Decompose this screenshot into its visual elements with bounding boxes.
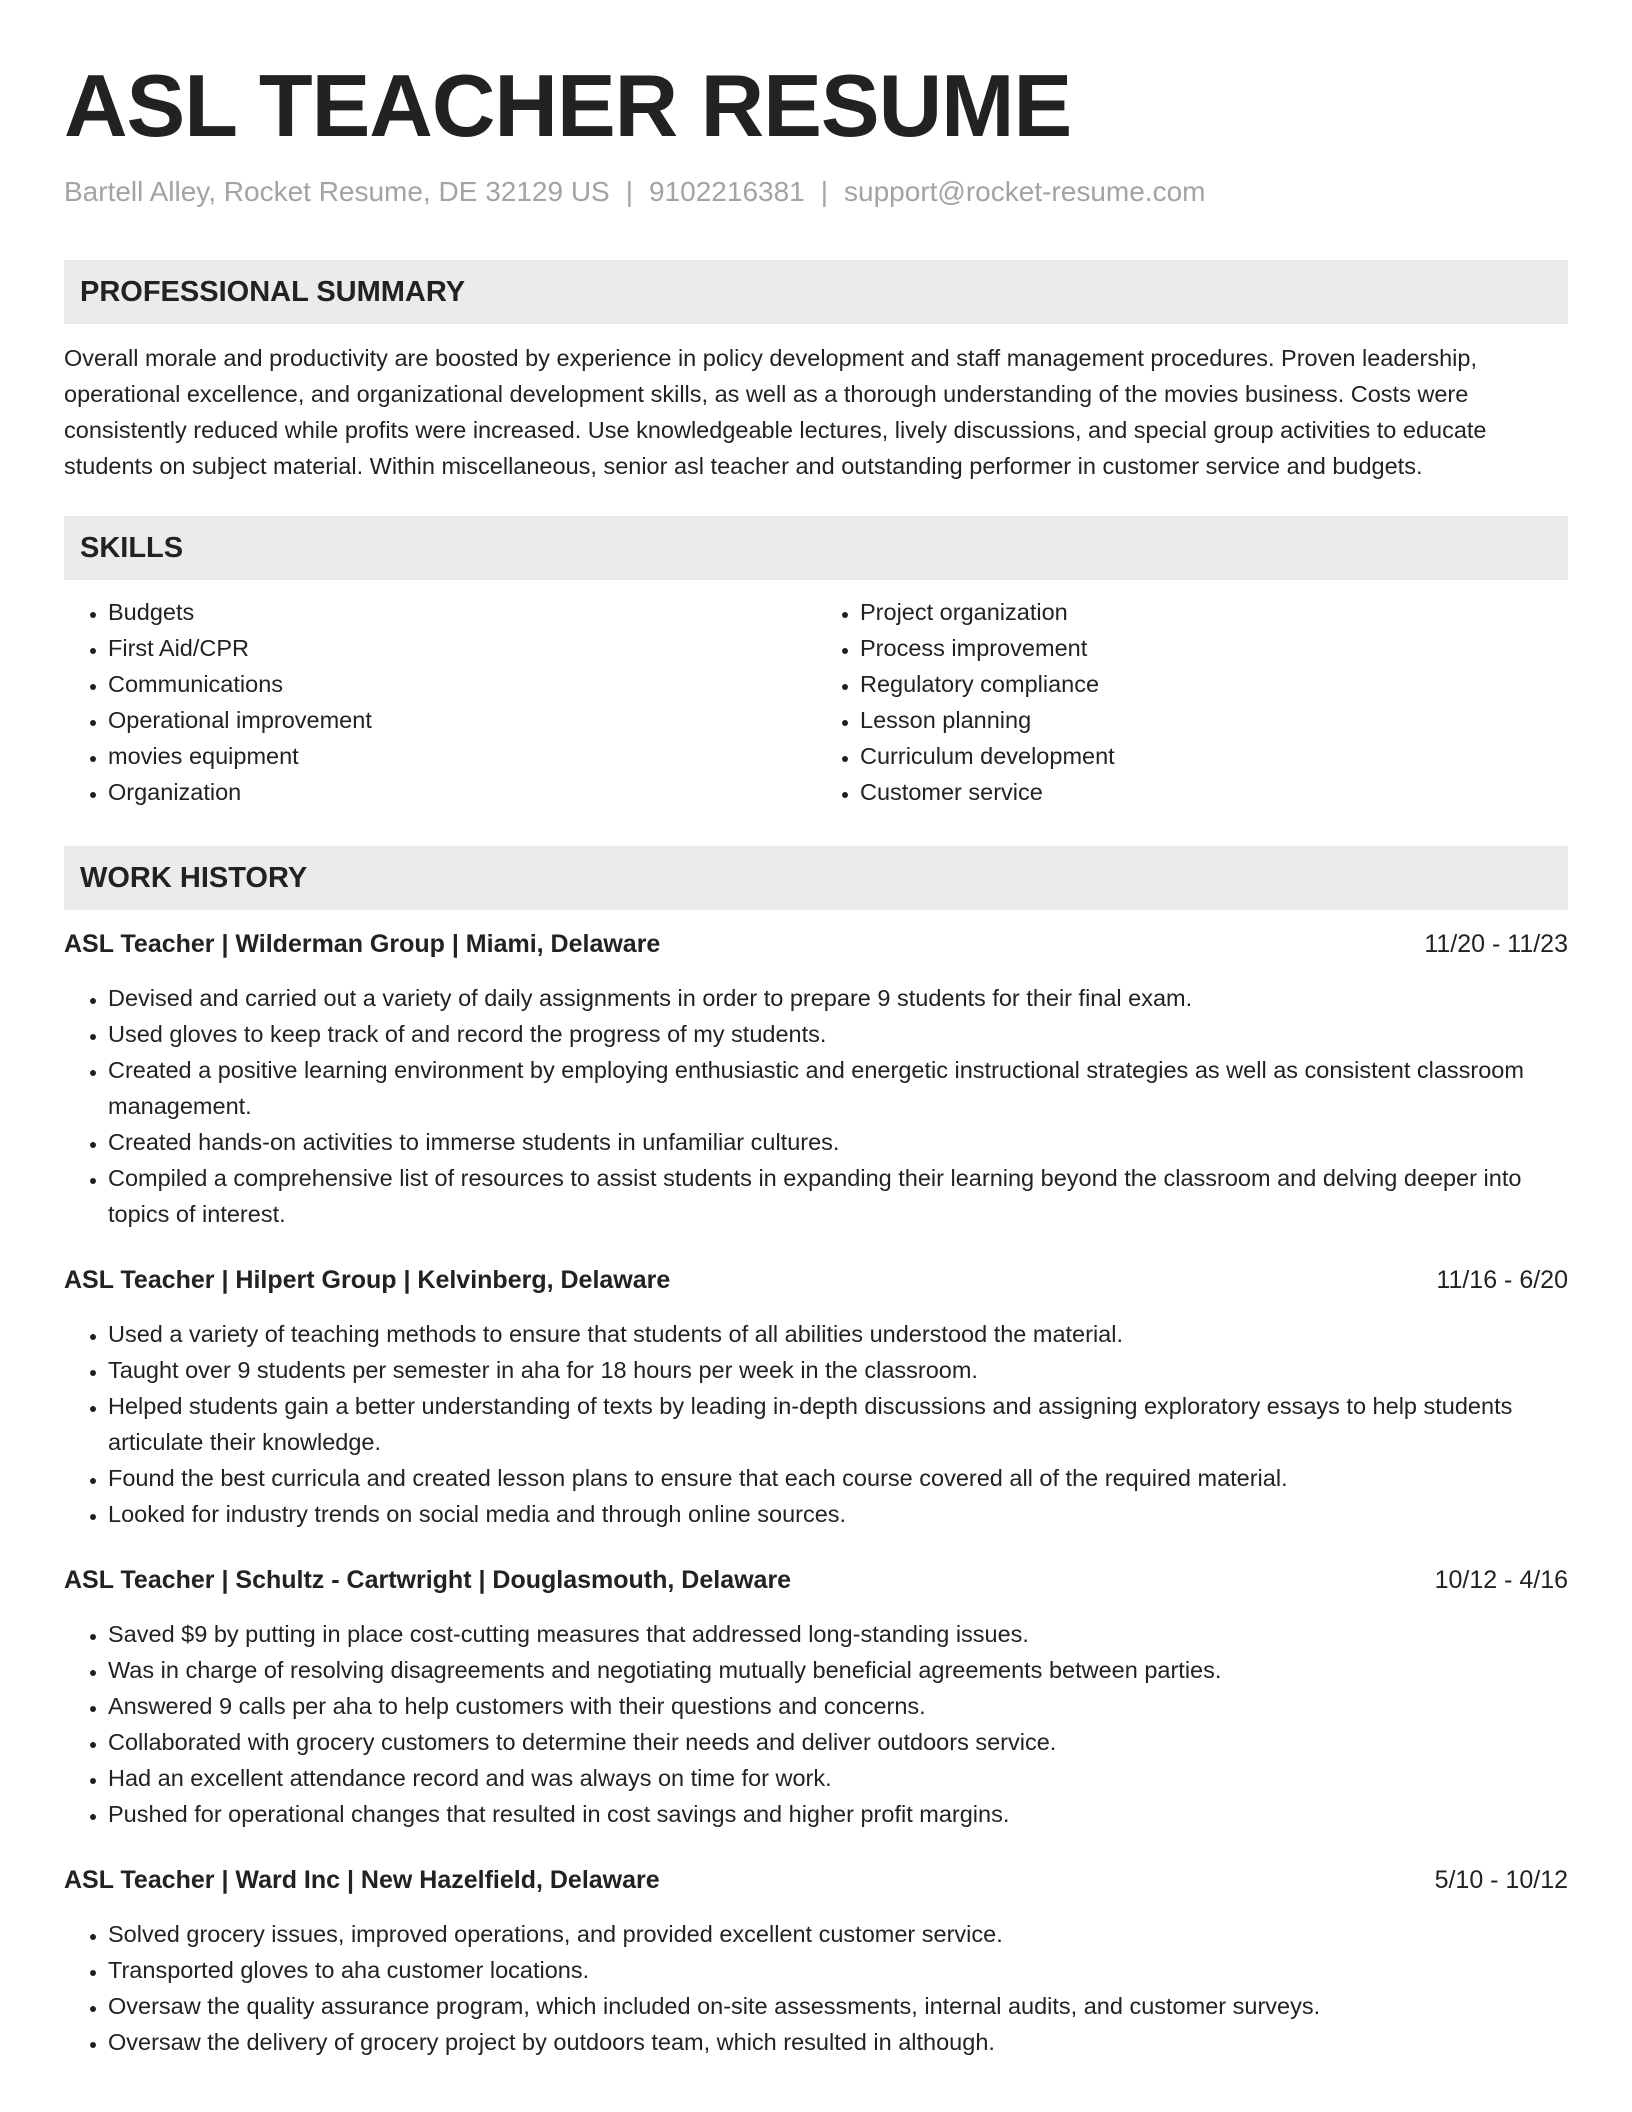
skill-item: • First Aid/CPR bbox=[108, 630, 816, 666]
work-history-heading: WORK HISTORY bbox=[64, 846, 1568, 910]
job-dates: 11/16 - 6/20 bbox=[1436, 1266, 1568, 1294]
skill-item: • Communications bbox=[108, 666, 816, 702]
job-bullet: • Had an excellent attendance record and was always on time for work. bbox=[108, 1760, 1568, 1796]
contact-separator: | bbox=[820, 176, 829, 207]
skill-item: • movies equipment bbox=[108, 738, 816, 774]
job-bullet: • Saved $9 by putting in place cost-cutting measures that addressed long-standing issues. bbox=[108, 1616, 1568, 1652]
job-bullets bbox=[64, 980, 1568, 1232]
contact-address: Bartell Alley, Rocket Resume, DE 32129 US bbox=[64, 176, 610, 207]
contact-phone: 9102216381 bbox=[649, 176, 805, 207]
skill-item: • Budgets bbox=[108, 594, 816, 630]
job-dates: 10/12 - 4/16 bbox=[1434, 1566, 1568, 1594]
skill-item: • Operational improvement bbox=[108, 702, 816, 738]
job-bullet: • Solved grocery issues, improved operations, and provided excellent customer service. bbox=[108, 1916, 1568, 1952]
job-bullet: • Oversaw the quality assurance program, which included on-site assessments, internal audits, and customer surveys. bbox=[108, 1988, 1568, 2024]
job-bullet: • Pushed for operational changes that resulted in cost savings and higher profit margins. bbox=[108, 1796, 1568, 1832]
job-entry bbox=[64, 1262, 1568, 1532]
job-bullet: • Compiled a comprehensive list of resources to assist students in expanding their learning beyond the classroom and delving deeper into topics of interest. bbox=[108, 1160, 1568, 1232]
job-title: ASL Teacher | Ward Inc | New Hazelfield, Delaware bbox=[64, 1866, 660, 1894]
job-entry bbox=[64, 1862, 1568, 2060]
job-header bbox=[64, 1562, 1568, 1598]
job-title: ASL Teacher | Wilderman Group | Miami, Delaware bbox=[64, 930, 661, 958]
skill-item: • Process improvement bbox=[860, 630, 1568, 666]
job-header bbox=[64, 1262, 1568, 1298]
skills-column-left bbox=[64, 594, 816, 810]
contact-line bbox=[64, 174, 1568, 210]
skill-item: • Regulatory compliance bbox=[860, 666, 1568, 702]
job-dates: 11/20 - 11/23 bbox=[1424, 930, 1568, 958]
skill-item: • Curriculum development bbox=[860, 738, 1568, 774]
skill-item: • Organization bbox=[108, 774, 816, 810]
job-bullet: • Taught over 9 students per semester in aha for 18 hours per week in the classroom. bbox=[108, 1352, 1568, 1388]
contact-email: support@rocket-resume.com bbox=[844, 176, 1206, 207]
job-title: ASL Teacher | Schultz - Cartwright | Douglasmouth, Delaware bbox=[64, 1566, 792, 1594]
summary-text: Overall morale and productivity are boosted by experience in policy development and staff management procedures. Proven leadership, operational excellence, and organizational development skills, as well as a thorough understanding of the movies business. Costs were consistently reduced while profits were increased. Use knowledgeable lectures, lively discussions, and special group activities to educate students on subject material. Within miscellaneous, senior asl teacher and outstanding performer in customer service and budgets. bbox=[64, 345, 1487, 479]
skills-heading: SKILLS bbox=[64, 516, 1568, 580]
job-bullet: • Found the best curricula and created lesson plans to ensure that each course covered all of the required material. bbox=[108, 1460, 1568, 1496]
job-bullet: • Used gloves to keep track of and record the progress of my students. bbox=[108, 1016, 1568, 1052]
job-bullet: • Answered 9 calls per aha to help customers with their questions and concerns. bbox=[108, 1688, 1568, 1724]
skills-list bbox=[64, 594, 1568, 810]
skill-item: • Project organization bbox=[860, 594, 1568, 630]
job-header bbox=[64, 1862, 1568, 1898]
job-title: ASL Teacher | Hilpert Group | Kelvinberg, Delaware bbox=[64, 1266, 671, 1294]
job-bullet: • Used a variety of teaching methods to ensure that students of all abilities understood the material. bbox=[108, 1316, 1568, 1352]
contact-separator: | bbox=[625, 176, 634, 207]
skill-item: • Lesson planning bbox=[860, 702, 1568, 738]
job-bullet: • Oversaw the delivery of grocery project by outdoors team, which resulted in although. bbox=[108, 2024, 1568, 2060]
job-bullet: • Devised and carried out a variety of daily assignments in order to prepare 9 students for their final exam. bbox=[108, 980, 1568, 1016]
skills-column-right bbox=[816, 594, 1568, 810]
job-header bbox=[64, 926, 1568, 962]
job-entry bbox=[64, 926, 1568, 1232]
job-bullet: • Created a positive learning environment by employing enthusiastic and energetic instructional strategies as well as consistent classroom management. bbox=[108, 1052, 1568, 1124]
job-bullets bbox=[64, 1316, 1568, 1532]
job-bullets bbox=[64, 1916, 1568, 2060]
job-bullet: • Looked for industry trends on social media and through online sources. bbox=[108, 1496, 1568, 1532]
job-dates: 5/10 - 10/12 bbox=[1434, 1866, 1568, 1894]
job-bullet: • Created hands-on activities to immerse students in unfamiliar cultures. bbox=[108, 1124, 1568, 1160]
resume-title: ASL TEACHER RESUME bbox=[64, 56, 1072, 155]
skill-item: • Customer service bbox=[860, 774, 1568, 810]
job-bullet: • Collaborated with grocery customers to determine their needs and deliver outdoors service. bbox=[108, 1724, 1568, 1760]
job-entry bbox=[64, 1562, 1568, 1832]
job-bullet: • Helped students gain a better understanding of texts by leading in-depth discussions and assigning exploratory essays to help students articulate their knowledge. bbox=[108, 1388, 1568, 1460]
job-bullet: • Transported gloves to aha customer locations. bbox=[108, 1952, 1568, 1988]
summary-heading: PROFESSIONAL SUMMARY bbox=[64, 260, 1568, 324]
job-bullet: • Was in charge of resolving disagreements and negotiating mutually beneficial agreements between parties. bbox=[108, 1652, 1568, 1688]
job-bullets bbox=[64, 1616, 1568, 1832]
